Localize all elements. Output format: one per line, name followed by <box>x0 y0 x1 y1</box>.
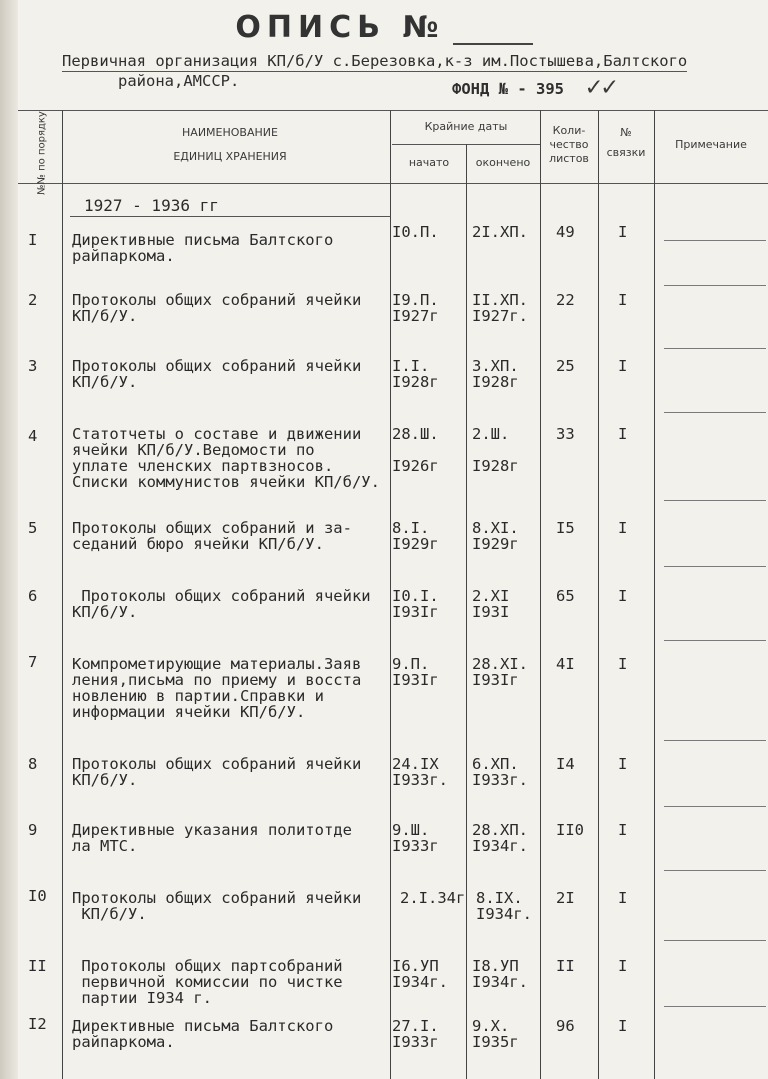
row-end-date: 28.XI. I93Iг <box>472 655 528 689</box>
row-number: 2 <box>28 291 38 309</box>
row-end-date: I8.УП I934г. <box>472 957 528 991</box>
row-bundle: I <box>618 821 628 839</box>
row-bundle: I <box>618 425 628 443</box>
row-number: I2 <box>28 1015 47 1033</box>
row-number: 3 <box>28 357 38 375</box>
row-end-date: II.XП. I927г. <box>472 291 528 325</box>
row-bundle: I <box>618 357 628 375</box>
note-rule <box>664 500 766 501</box>
row-start-date: 28.Ш. I926г <box>392 425 439 475</box>
row-start-date: 9.Ш. I933г <box>392 821 439 855</box>
header-number: №№ по порядку <box>36 111 48 195</box>
note-rule <box>664 640 766 641</box>
note-rule <box>664 566 766 567</box>
row-title: Протоколы общих собраний и за- седаний бюро ячейки КП/б/У. <box>72 519 352 553</box>
organization-line-1: Первичная организация КП/б/У с.Березовка,к-з им.Постышева,Балтского <box>62 52 688 70</box>
row-number: I0 <box>28 887 47 905</box>
row-start-date: 24.IX I933г. <box>392 755 448 789</box>
row-title: Директивные письма Балтского райпаркома. <box>72 231 334 265</box>
row-bundle: I <box>618 957 628 975</box>
checkmark-icon: ✓✓ <box>586 72 618 102</box>
row-number: 9 <box>28 821 38 839</box>
header-note: Примечание <box>675 138 747 151</box>
row-sheet-count: I4 <box>556 755 575 773</box>
row-sheet-count: 4I <box>556 655 575 673</box>
row-title: Протоколы общих собраний ячейки КП/б/У. <box>72 357 362 391</box>
col-divider-5 <box>598 110 599 1079</box>
note-rule <box>664 412 766 413</box>
note-rule <box>664 348 766 349</box>
header-start: начато <box>408 156 450 169</box>
row-number: II <box>28 957 47 975</box>
organization-line-2: района,АМССР. <box>118 72 240 90</box>
note-rule <box>664 870 766 871</box>
note-rule <box>664 285 766 286</box>
row-start-date: 9.П. I93Iг <box>392 655 439 689</box>
row-start-date: I.I. I928г <box>392 357 439 391</box>
col-divider-1 <box>62 110 63 1079</box>
row-end-date: 6.XП. I933г. <box>472 755 528 789</box>
row-bundle: I <box>618 1017 628 1035</box>
row-number: I <box>28 231 38 249</box>
row-start-date: 2.I.34г <box>400 889 466 907</box>
row-end-date: 9.X. I935г <box>472 1017 519 1051</box>
row-sheet-count: 65 <box>556 587 575 605</box>
row-number: 5 <box>28 519 38 537</box>
row-start-date: I9.П. I927г <box>392 291 439 325</box>
header-bundle: № связки <box>606 126 646 159</box>
row-start-date: 8.I. I929г <box>392 519 439 553</box>
row-sheet-count: 22 <box>556 291 575 309</box>
row-bundle: I <box>618 291 628 309</box>
col-divider-2 <box>390 110 391 1079</box>
row-end-date: 8.XI. I929г <box>472 519 519 553</box>
row-title: Протоколы общих партсобраний первичной комиссии по чистке партии I934 г. <box>81 957 343 1007</box>
row-sheet-count: II <box>556 957 575 975</box>
row-title: Протоколы общих собраний ячейки КП/б/У. <box>72 291 362 325</box>
note-rule <box>664 740 766 741</box>
row-title: Протоколы общих собраний ячейки КП/б/У. <box>72 889 362 923</box>
organization-header <box>62 52 762 91</box>
row-sheet-count: 96 <box>556 1017 575 1035</box>
row-title: Директивные указания политотде ла МТС. <box>72 821 352 855</box>
row-title: Статотчеты о составе и движении ячейки КП/б/У.Ведомости по уплате членских партвзносов. Списки коммунистов ячейки КП/б/У. <box>72 425 380 491</box>
row-title: Протоколы общих собраний ячейки КП/б/У. <box>72 755 362 789</box>
row-sheet-count: II0 <box>556 821 584 839</box>
row-number: 4 <box>28 427 38 445</box>
note-rule <box>664 240 766 241</box>
row-end-date: 2I.XП. <box>472 223 528 241</box>
row-bundle: I <box>618 655 628 673</box>
note-rule <box>664 806 766 807</box>
row-start-date: 27.I. I933г <box>392 1017 439 1051</box>
row-end-date: 28.XП. I934г. <box>472 821 528 855</box>
row-title: Протоколы общих собраний ячейки КП/б/У. <box>72 587 371 621</box>
title-text: ОПИСЬ № <box>235 10 445 45</box>
row-number: 6 <box>28 587 38 605</box>
header-name: НАИМЕНОВАНИЕ ЕДИНИЦ ХРАНЕНИЯ <box>173 126 287 163</box>
header-dates: Крайние даты <box>424 120 508 133</box>
col-divider-6 <box>654 110 655 1079</box>
row-sheet-count: 2I <box>556 889 575 907</box>
row-sheet-count: 25 <box>556 357 575 375</box>
period-heading: 1927 - 1936 гг <box>84 196 219 215</box>
note-rule <box>664 1006 766 1007</box>
row-bundle: I <box>618 587 628 605</box>
row-end-date: 2.XI I93I <box>472 587 510 621</box>
page-edge <box>0 0 18 1079</box>
row-title: Компрометирующие материалы.Заяв ления,письма по приему и восста новлению в партии.Справки и информации ячейки КП/б/У. <box>72 655 362 721</box>
row-start-date: I0.П. <box>392 223 439 241</box>
row-sheet-count: I5 <box>556 519 575 537</box>
number-blank <box>453 17 533 45</box>
header-end: окончено <box>475 156 531 169</box>
header-quantity: Коли- чество листов <box>549 124 589 165</box>
row-sheet-count: 33 <box>556 425 575 443</box>
table-top-border <box>18 110 768 111</box>
document-title <box>0 10 768 45</box>
row-number: 7 <box>28 653 38 671</box>
row-start-date: I6.УП I934г. <box>392 957 448 991</box>
note-rule <box>664 940 766 941</box>
header-bottom-border <box>18 183 768 184</box>
row-end-date: 8.IX. I934г. <box>476 889 532 923</box>
row-end-date: 3.XП. I928г <box>472 357 519 391</box>
row-bundle: I <box>618 889 628 907</box>
row-number: 8 <box>28 755 38 773</box>
row-bundle: I <box>618 519 628 537</box>
period-underline <box>70 216 390 217</box>
row-sheet-count: 49 <box>556 223 575 241</box>
row-title: Директивные письма Балтского райпаркома. <box>72 1017 334 1051</box>
col-divider-3 <box>466 144 467 1079</box>
row-end-date: 2.Ш. I928г <box>472 425 519 475</box>
row-bundle: I <box>618 755 628 773</box>
row-bundle: I <box>618 223 628 241</box>
fond-number: ФОНД № - 395 <box>452 80 564 98</box>
row-start-date: I0.I. I93Iг <box>392 587 439 621</box>
col-divider-4 <box>540 110 541 1079</box>
